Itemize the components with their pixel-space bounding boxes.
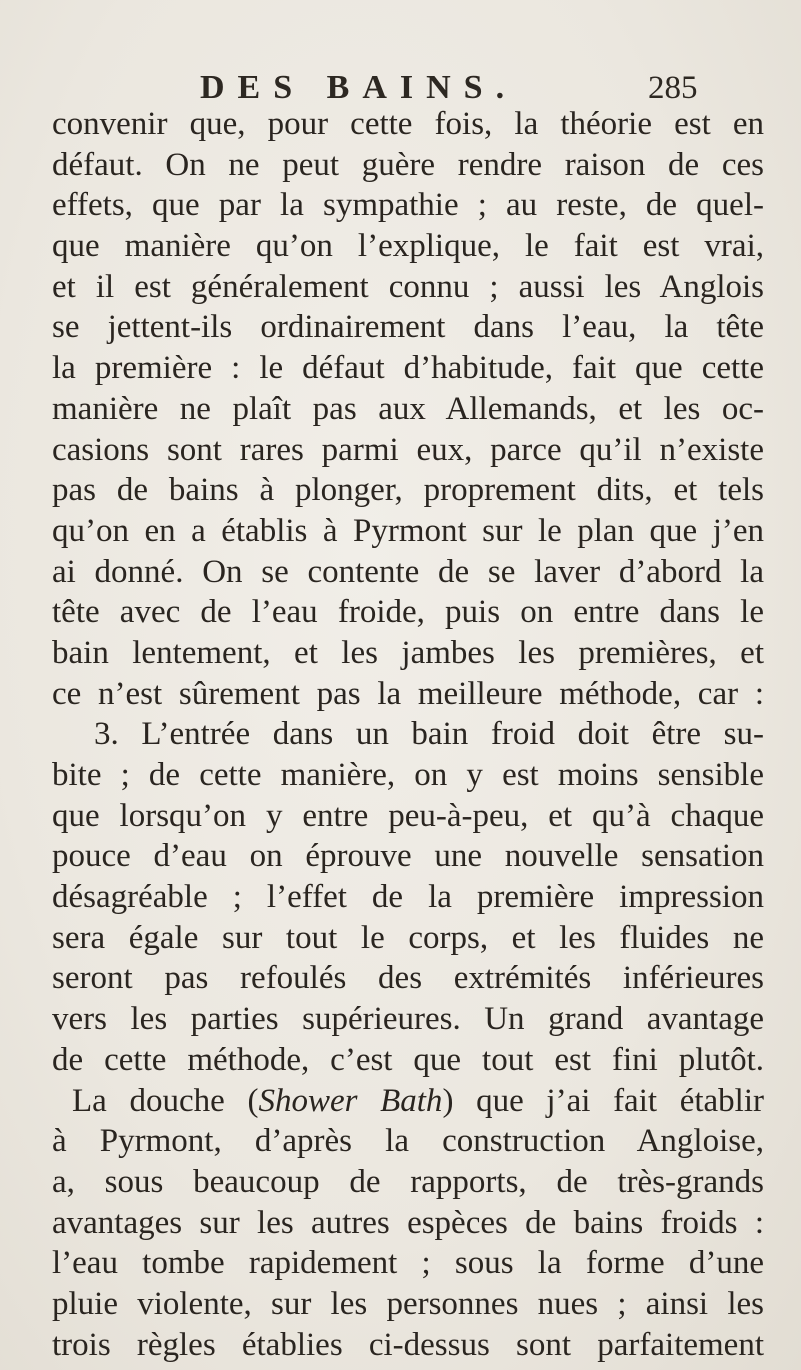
- text-line: avantages sur les autres espèces de bains froids :: [52, 1204, 764, 1241]
- text-line: casions sont rares parmi eux, parce qu’il n’existe: [52, 431, 764, 468]
- italic-term: Shower Bath: [258, 1082, 443, 1119]
- text-line: a, sous beaucoup de rapports, de très-grands: [52, 1163, 764, 1200]
- text-line: convenir que, pour cette fois, la théorie est en: [52, 106, 764, 142]
- text-line: désagréable ; l’effet de la première impression: [52, 879, 764, 916]
- text-line: pluie violente, sur les personnes nues ; ainsi les: [52, 1285, 764, 1322]
- text-line: pas de bains à plonger, proprement dits, et tels: [52, 472, 764, 509]
- text-line: effets, que par la sympathie ; au reste, de quel-: [52, 187, 764, 224]
- text-line: ai donné. On se contente de se laver d’abord la: [52, 553, 764, 590]
- page-number: 285: [648, 70, 698, 106]
- text-line: trois règles établies ci-dessus sont parfaitement: [52, 1326, 764, 1363]
- text-line: défaut. On ne peut guère rendre raison de ces: [52, 146, 764, 183]
- text-line: seront pas refoulés des extrémités inférieures: [52, 960, 764, 997]
- text-line: ce n’est sûrement pas la meilleure méthode, car :: [52, 675, 764, 712]
- text-line: l’eau tombe rapidement ; sous la forme d’une: [52, 1245, 764, 1282]
- running-title: DES BAINS.: [200, 69, 518, 106]
- text-line: bite ; de cette manière, on y est moins sensible: [52, 757, 764, 793]
- text-line: que manière qu’on l’explique, le fait est vrai,: [52, 228, 764, 265]
- text-line: manière ne plaît pas aux Allemands, et les oc-: [52, 390, 764, 427]
- text-line: pouce d’eau on éprouve une nouvelle sensation: [52, 838, 764, 875]
- text-segment: ) que j’ai fait établir: [442, 1082, 764, 1119]
- text-line: sera égale sur tout le corps, et les fluides ne: [52, 919, 764, 956]
- text-line: 3. L’entrée dans un bain froid doit être su-: [94, 716, 764, 753]
- text-line: à Pyrmont, d’après la construction Angloise,: [52, 1123, 764, 1160]
- text-line: de cette méthode, c’est que tout est fini plutôt.: [52, 1041, 764, 1078]
- text-line: tête avec de l’eau froide, puis on entre dans le: [52, 594, 764, 631]
- text-line: et il est généralement connu ; aussi les Anglois: [52, 268, 764, 305]
- body-text: [52, 104, 764, 1365]
- text-line: qu’on en a établis à Pyrmont sur le plan que j’en: [52, 512, 764, 549]
- text-line: bain lentement, et les jambes les premières, et: [52, 634, 764, 671]
- text-line-douche: [52, 1081, 764, 1122]
- text-line: vers les parties supérieures. Un grand avantage: [52, 1001, 764, 1038]
- text-segment: La douche (: [72, 1082, 259, 1119]
- text-line: se jettent-ils ordinairement dans l’eau, la tête: [52, 309, 764, 346]
- text-line: la première : le défaut d’habitude, fait que cette: [52, 350, 764, 387]
- text-line: que lorsqu’on y entre peu-à-peu, et qu’à chaque: [52, 797, 764, 834]
